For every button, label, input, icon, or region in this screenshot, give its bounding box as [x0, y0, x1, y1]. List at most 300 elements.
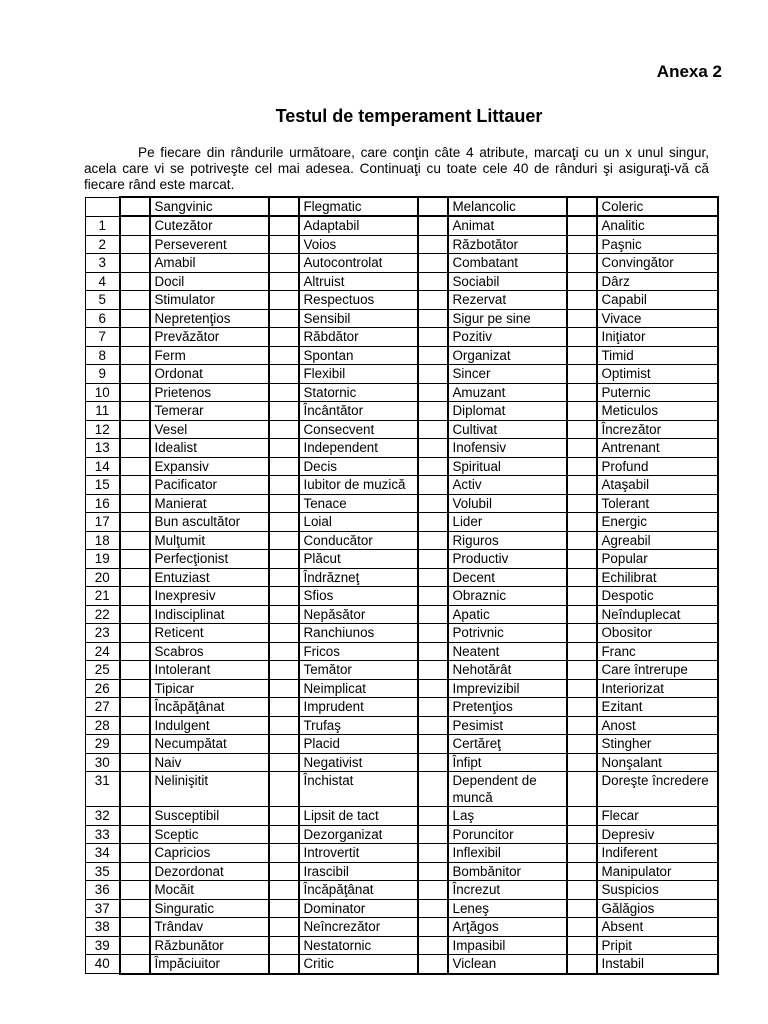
- attribute-cell: Spiritual: [448, 457, 567, 476]
- attribute-cell: Independent: [299, 439, 418, 458]
- mark-box[interactable]: [269, 679, 299, 698]
- row-number: 37: [86, 899, 120, 918]
- attribute-cell: Stimulator: [150, 291, 269, 310]
- row-number: 28: [86, 716, 120, 735]
- row-number: 8: [86, 346, 120, 365]
- mark-box[interactable]: [120, 605, 150, 624]
- attribute-cell: Organizat: [448, 346, 567, 365]
- attribute-cell: Războtător: [448, 235, 567, 254]
- attribute-cell: Necumpătat: [150, 735, 269, 754]
- attribute-cell: Franc: [597, 642, 718, 661]
- row-number: 31: [86, 772, 120, 807]
- mark-box[interactable]: [269, 476, 299, 495]
- attribute-cell: Prietenos: [150, 383, 269, 402]
- attribute-cell: Cultivat: [448, 420, 567, 439]
- mark-box[interactable]: [418, 624, 448, 643]
- mark-box[interactable]: [418, 955, 448, 974]
- mark-box[interactable]: [269, 328, 299, 347]
- mark-box[interactable]: [120, 439, 150, 458]
- row-number: 6: [86, 309, 120, 328]
- attribute-cell: Nepăsător: [299, 605, 418, 624]
- row-number: 24: [86, 642, 120, 661]
- mark-box[interactable]: [567, 642, 597, 661]
- header-number-cell: [86, 197, 120, 216]
- attribute-cell: Depresiv: [597, 825, 718, 844]
- table-row: [86, 439, 718, 458]
- header-box-cell: [418, 197, 448, 216]
- table-row: [86, 550, 718, 569]
- mark-box[interactable]: [567, 550, 597, 569]
- table-row: [86, 825, 718, 844]
- mark-box[interactable]: [120, 476, 150, 495]
- attribute-cell: Popular: [597, 550, 718, 569]
- header-melancolic: Melancolic: [448, 197, 567, 216]
- attribute-cell: Pretenţios: [448, 698, 567, 717]
- mark-box[interactable]: [418, 420, 448, 439]
- attribute-cell: Agreabil: [597, 531, 718, 550]
- table-header-row: [86, 197, 718, 216]
- table-row: [86, 402, 718, 421]
- attribute-cell: Inofensiv: [448, 439, 567, 458]
- mark-box[interactable]: [567, 807, 597, 826]
- attribute-cell: Ferm: [150, 346, 269, 365]
- mark-box[interactable]: [418, 698, 448, 717]
- table-row: [86, 513, 718, 532]
- attribute-cell: Impasibil: [448, 936, 567, 955]
- mark-box[interactable]: [120, 309, 150, 328]
- attribute-cell: Inexpresiv: [150, 587, 269, 606]
- attribute-cell: Cutezător: [150, 216, 269, 235]
- row-number: 23: [86, 624, 120, 643]
- mark-box[interactable]: [418, 383, 448, 402]
- attribute-cell: Critic: [299, 955, 418, 974]
- mark-box[interactable]: [418, 513, 448, 532]
- mark-box[interactable]: [567, 272, 597, 291]
- mark-box[interactable]: [269, 235, 299, 254]
- mark-box[interactable]: [418, 844, 448, 863]
- mark-box[interactable]: [418, 605, 448, 624]
- mark-box[interactable]: [418, 642, 448, 661]
- mark-box[interactable]: [120, 513, 150, 532]
- mark-box[interactable]: [567, 216, 597, 235]
- mark-box[interactable]: [269, 365, 299, 384]
- row-number: 12: [86, 420, 120, 439]
- attribute-cell: Leneş: [448, 899, 567, 918]
- mark-box[interactable]: [269, 899, 299, 918]
- mark-box[interactable]: [418, 936, 448, 955]
- attribute-cell: Potrivnic: [448, 624, 567, 643]
- attribute-cell: Naiv: [150, 753, 269, 772]
- mark-box[interactable]: [269, 772, 299, 807]
- mark-box[interactable]: [120, 254, 150, 273]
- mark-box[interactable]: [120, 753, 150, 772]
- attribute-cell: Lipsit de tact: [299, 807, 418, 826]
- mark-box[interactable]: [567, 825, 597, 844]
- attribute-cell: Încântător: [299, 402, 418, 421]
- mark-box[interactable]: [567, 235, 597, 254]
- header-flegmatic: Flegmatic: [299, 197, 418, 216]
- attribute-cell: Combatant: [448, 254, 567, 273]
- mark-box[interactable]: [418, 825, 448, 844]
- attribute-cell: Lider: [448, 513, 567, 532]
- attribute-cell: Dezordonat: [150, 862, 269, 881]
- mark-box[interactable]: [120, 383, 150, 402]
- attribute-cell: Inflexibil: [448, 844, 567, 863]
- mark-box[interactable]: [269, 550, 299, 569]
- mark-box[interactable]: [269, 624, 299, 643]
- mark-box[interactable]: [567, 365, 597, 384]
- attribute-cell: Indiferent: [597, 844, 718, 863]
- row-number: 21: [86, 587, 120, 606]
- mark-box[interactable]: [269, 309, 299, 328]
- mark-box[interactable]: [269, 936, 299, 955]
- mark-box[interactable]: [120, 899, 150, 918]
- attribute-cell: Fricos: [299, 642, 418, 661]
- mark-box[interactable]: [567, 661, 597, 680]
- mark-box[interactable]: [269, 716, 299, 735]
- mark-box[interactable]: [120, 235, 150, 254]
- table-row: [86, 881, 718, 900]
- mark-box[interactable]: [418, 881, 448, 900]
- attribute-cell: Volubil: [448, 494, 567, 513]
- mark-box[interactable]: [120, 494, 150, 513]
- attribute-cell: Activ: [448, 476, 567, 495]
- row-number: 27: [86, 698, 120, 717]
- row-number: 2: [86, 235, 120, 254]
- row-number: 19: [86, 550, 120, 569]
- mark-box[interactable]: [567, 494, 597, 513]
- mark-box[interactable]: [269, 568, 299, 587]
- mark-box[interactable]: [120, 624, 150, 643]
- mark-box[interactable]: [567, 291, 597, 310]
- table-row: [86, 476, 718, 495]
- mark-box[interactable]: [120, 642, 150, 661]
- mark-box[interactable]: [567, 513, 597, 532]
- mark-box[interactable]: [418, 291, 448, 310]
- mark-box[interactable]: [269, 661, 299, 680]
- table-row: [86, 494, 718, 513]
- mark-box[interactable]: [269, 698, 299, 717]
- attribute-cell: Sensibil: [299, 309, 418, 328]
- attribute-cell: Respectuos: [299, 291, 418, 310]
- attribute-cell: Dârz: [597, 272, 718, 291]
- attribute-cell: Placid: [299, 735, 418, 754]
- mark-box[interactable]: [120, 735, 150, 754]
- mark-box[interactable]: [418, 568, 448, 587]
- mark-box[interactable]: [567, 735, 597, 754]
- attribute-cell: Dezorganizat: [299, 825, 418, 844]
- attribute-cell: Irascibil: [299, 862, 418, 881]
- attribute-cell: Antrenant: [597, 439, 718, 458]
- mark-box[interactable]: [269, 216, 299, 235]
- mark-box[interactable]: [120, 955, 150, 974]
- attribute-cell: Spontan: [299, 346, 418, 365]
- attribute-cell: Ezitant: [597, 698, 718, 717]
- mark-box[interactable]: [567, 955, 597, 974]
- row-number: 15: [86, 476, 120, 495]
- mark-box[interactable]: [418, 661, 448, 680]
- mark-box[interactable]: [269, 844, 299, 863]
- attribute-cell: Imprudent: [299, 698, 418, 717]
- row-number: 22: [86, 605, 120, 624]
- attribute-cell: Animat: [448, 216, 567, 235]
- attribute-cell: Nehotărât: [448, 661, 567, 680]
- table-row: [86, 235, 718, 254]
- attribute-cell: Amabil: [150, 254, 269, 273]
- mark-box[interactable]: [269, 272, 299, 291]
- mark-box[interactable]: [269, 587, 299, 606]
- mark-box[interactable]: [567, 457, 597, 476]
- row-number: 34: [86, 844, 120, 863]
- attribute-cell: Sfios: [299, 587, 418, 606]
- attribute-cell: Negativist: [299, 753, 418, 772]
- mark-box[interactable]: [418, 346, 448, 365]
- mark-box[interactable]: [120, 291, 150, 310]
- attribute-cell: Indulgent: [150, 716, 269, 735]
- mark-box[interactable]: [418, 457, 448, 476]
- mark-box[interactable]: [567, 605, 597, 624]
- mark-box[interactable]: [567, 862, 597, 881]
- mark-box[interactable]: [120, 862, 150, 881]
- mark-box[interactable]: [567, 844, 597, 863]
- mark-box[interactable]: [567, 698, 597, 717]
- mark-box[interactable]: [120, 825, 150, 844]
- table-row: [86, 272, 718, 291]
- mark-box[interactable]: [120, 716, 150, 735]
- mark-box[interactable]: [418, 439, 448, 458]
- attribute-cell: Neînduplecat: [597, 605, 718, 624]
- mark-box[interactable]: [418, 753, 448, 772]
- mark-box[interactable]: [269, 291, 299, 310]
- attribute-cell: Perseverent: [150, 235, 269, 254]
- table-row: [86, 716, 718, 735]
- mark-box[interactable]: [120, 844, 150, 863]
- mark-box[interactable]: [418, 402, 448, 421]
- mark-box[interactable]: [269, 862, 299, 881]
- mark-box[interactable]: [269, 531, 299, 550]
- mark-box[interactable]: [418, 716, 448, 735]
- attribute-cell: Sincer: [448, 365, 567, 384]
- row-number: 17: [86, 513, 120, 532]
- mark-box[interactable]: [269, 513, 299, 532]
- mark-box[interactable]: [269, 254, 299, 273]
- attribute-cell: Mulţumit: [150, 531, 269, 550]
- table-row: [86, 568, 718, 587]
- table-row: [86, 899, 718, 918]
- mark-box[interactable]: [567, 346, 597, 365]
- attribute-cell: Bun ascultător: [150, 513, 269, 532]
- attribute-cell: Obraznic: [448, 587, 567, 606]
- attribute-cell: Nepretenţios: [150, 309, 269, 328]
- mark-box[interactable]: [120, 918, 150, 937]
- attribute-cell: Capabil: [597, 291, 718, 310]
- attribute-cell: Conducător: [299, 531, 418, 550]
- mark-box[interactable]: [269, 420, 299, 439]
- mark-box[interactable]: [567, 402, 597, 421]
- attribute-cell: Dependent de muncă: [448, 772, 567, 807]
- attribute-cell: Temător: [299, 661, 418, 680]
- mark-box[interactable]: [120, 679, 150, 698]
- mark-box[interactable]: [269, 955, 299, 974]
- attribute-cell: Altruist: [299, 272, 418, 291]
- mark-box[interactable]: [418, 309, 448, 328]
- mark-box[interactable]: [269, 439, 299, 458]
- mark-box[interactable]: [567, 899, 597, 918]
- mark-box[interactable]: [567, 309, 597, 328]
- mark-box[interactable]: [418, 254, 448, 273]
- attribute-cell: Puternic: [597, 383, 718, 402]
- attribute-cell: Analitic: [597, 216, 718, 235]
- attribute-cell: Rezervat: [448, 291, 567, 310]
- attribute-cell: Tolerant: [597, 494, 718, 513]
- mark-box[interactable]: [418, 772, 448, 807]
- mark-box[interactable]: [120, 328, 150, 347]
- attribute-cell: Dominator: [299, 899, 418, 918]
- attribute-cell: Vesel: [150, 420, 269, 439]
- attribute-cell: Împăciuitor: [150, 955, 269, 974]
- mark-box[interactable]: [418, 235, 448, 254]
- mark-box[interactable]: [120, 568, 150, 587]
- mark-box[interactable]: [120, 402, 150, 421]
- row-number: 7: [86, 328, 120, 347]
- mark-box[interactable]: [567, 624, 597, 643]
- row-number: 39: [86, 936, 120, 955]
- attribute-cell: Viclean: [448, 955, 567, 974]
- attribute-cell: Neîncrezător: [299, 918, 418, 937]
- mark-box[interactable]: [120, 881, 150, 900]
- attribute-cell: Anost: [597, 716, 718, 735]
- mark-box[interactable]: [120, 420, 150, 439]
- mark-box[interactable]: [567, 568, 597, 587]
- mark-box[interactable]: [120, 807, 150, 826]
- attribute-cell: Răbdător: [299, 328, 418, 347]
- mark-box[interactable]: [418, 918, 448, 937]
- mark-box[interactable]: [120, 365, 150, 384]
- attribute-cell: Voios: [299, 235, 418, 254]
- mark-box[interactable]: [418, 272, 448, 291]
- row-number: 10: [86, 383, 120, 402]
- mark-box[interactable]: [418, 216, 448, 235]
- row-number: 5: [86, 291, 120, 310]
- mark-box[interactable]: [567, 439, 597, 458]
- mark-box[interactable]: [269, 753, 299, 772]
- mark-box[interactable]: [120, 587, 150, 606]
- row-number: 4: [86, 272, 120, 291]
- mark-box[interactable]: [418, 476, 448, 495]
- intro-paragraph: Pe fiecare din rândurile următoare, care conţin câte 4 atribute, marcaţi cu un x unul singur, acela care vi se potriveşte cel mai adesea. Continuaţi cu toate cele 40 de rânduri şi asiguraţi-vă că fiecare rând este marcat.: [84, 145, 709, 192]
- mark-box[interactable]: [269, 642, 299, 661]
- mark-box[interactable]: [269, 494, 299, 513]
- mark-box[interactable]: [269, 402, 299, 421]
- attribute-cell: Manipulator: [597, 862, 718, 881]
- mark-box[interactable]: [269, 825, 299, 844]
- mark-box[interactable]: [418, 735, 448, 754]
- mark-box[interactable]: [269, 383, 299, 402]
- mark-box[interactable]: [418, 365, 448, 384]
- mark-box[interactable]: [567, 881, 597, 900]
- mark-box[interactable]: [567, 383, 597, 402]
- attribute-cell: Tenace: [299, 494, 418, 513]
- mark-box[interactable]: [418, 899, 448, 918]
- attribute-cell: Intolerant: [150, 661, 269, 680]
- attribute-cell: Convingător: [597, 254, 718, 273]
- mark-box[interactable]: [269, 918, 299, 937]
- mark-box[interactable]: [567, 716, 597, 735]
- mark-box[interactable]: [418, 328, 448, 347]
- mark-box[interactable]: [418, 679, 448, 698]
- mark-box[interactable]: [269, 346, 299, 365]
- mark-box[interactable]: [418, 531, 448, 550]
- mark-box[interactable]: [567, 753, 597, 772]
- mark-box[interactable]: [269, 457, 299, 476]
- mark-box[interactable]: [567, 679, 597, 698]
- mark-box[interactable]: [567, 420, 597, 439]
- attribute-cell: Care întrerupe: [597, 661, 718, 680]
- attribute-cell: Scabros: [150, 642, 269, 661]
- mark-box[interactable]: [418, 587, 448, 606]
- mark-box[interactable]: [269, 807, 299, 826]
- attribute-cell: Decis: [299, 457, 418, 476]
- attribute-cell: Amuzant: [448, 383, 567, 402]
- attribute-cell: Închistat: [299, 772, 418, 807]
- attribute-cell: Iubitor de muzică: [299, 476, 418, 495]
- mark-box[interactable]: [418, 807, 448, 826]
- mark-box[interactable]: [567, 328, 597, 347]
- table-row: [86, 587, 718, 606]
- mark-box[interactable]: [120, 346, 150, 365]
- mark-box[interactable]: [269, 881, 299, 900]
- table-row: [86, 365, 718, 384]
- mark-box[interactable]: [567, 531, 597, 550]
- row-number: 13: [86, 439, 120, 458]
- attribute-cell: Nelinişitit: [150, 772, 269, 807]
- mark-box[interactable]: [418, 494, 448, 513]
- mark-box[interactable]: [418, 550, 448, 569]
- mark-box[interactable]: [418, 862, 448, 881]
- mark-box[interactable]: [269, 735, 299, 754]
- attribute-cell: Despotic: [597, 587, 718, 606]
- attribute-cell: Suspicios: [597, 881, 718, 900]
- attribute-cell: Prevăzător: [150, 328, 269, 347]
- attribute-cell: Decent: [448, 568, 567, 587]
- mark-box[interactable]: [120, 531, 150, 550]
- mark-box[interactable]: [567, 918, 597, 937]
- mark-box[interactable]: [567, 587, 597, 606]
- table-row: [86, 383, 718, 402]
- mark-box[interactable]: [120, 698, 150, 717]
- attribute-cell: Încrezut: [448, 881, 567, 900]
- mark-box[interactable]: [269, 605, 299, 624]
- mark-box[interactable]: [120, 457, 150, 476]
- attribute-cell: Răzbunător: [150, 936, 269, 955]
- mark-box[interactable]: [120, 772, 150, 807]
- mark-box[interactable]: [567, 936, 597, 955]
- mark-box[interactable]: [120, 216, 150, 235]
- mark-box[interactable]: [120, 936, 150, 955]
- mark-box[interactable]: [567, 772, 597, 807]
- mark-box[interactable]: [120, 550, 150, 569]
- mark-box[interactable]: [120, 272, 150, 291]
- table-row: [86, 328, 718, 347]
- row-number: 26: [86, 679, 120, 698]
- attribute-cell: Perfecţionist: [150, 550, 269, 569]
- attribute-cell: Docil: [150, 272, 269, 291]
- header-box-cell: [567, 197, 597, 216]
- mark-box[interactable]: [567, 254, 597, 273]
- attribute-cell: Indisciplinat: [150, 605, 269, 624]
- mark-box[interactable]: [120, 661, 150, 680]
- mark-box[interactable]: [567, 476, 597, 495]
